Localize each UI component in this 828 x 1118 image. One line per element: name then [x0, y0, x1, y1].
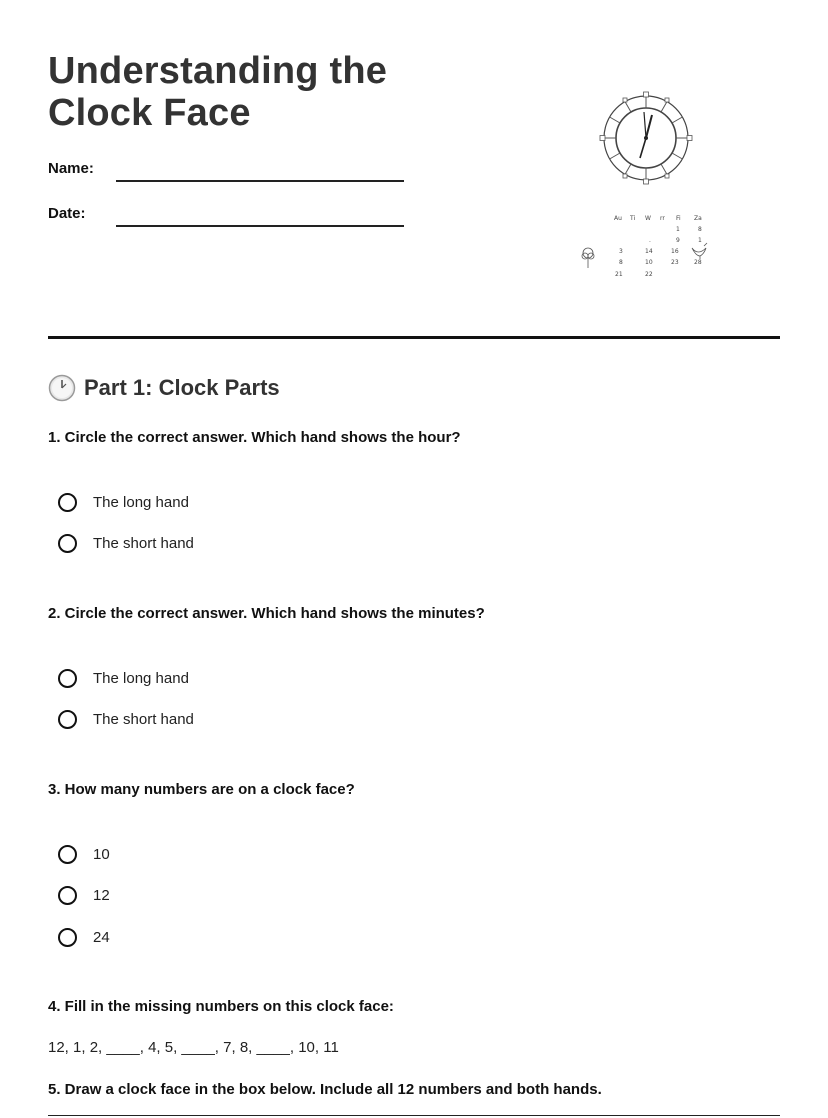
drawing-box-top-edge[interactable] — [48, 1115, 780, 1116]
date-line[interactable] — [116, 225, 404, 227]
option-label: 24 — [93, 929, 110, 946]
option-label: 12 — [93, 887, 110, 904]
option-label: The long hand — [93, 670, 189, 687]
q2-option-long-hand[interactable] — [58, 669, 189, 688]
q1-option-short-hand[interactable] — [58, 534, 194, 553]
title-line-1: Understanding the — [48, 50, 388, 92]
calendar-date: 9 — [676, 237, 680, 244]
clock-illustration-icon — [598, 90, 694, 186]
question-5: 5. Draw a clock face in the box below. Include all 12 numbers and both hands. — [48, 1081, 602, 1098]
option-label: The short hand — [93, 535, 194, 552]
option-label: The short hand — [93, 711, 194, 728]
calendar-date: . — [649, 237, 651, 244]
q3-option-10[interactable] — [58, 845, 110, 864]
calendar-day: Au — [614, 215, 622, 222]
title-line-2: Clock Face — [48, 92, 251, 134]
bird-doodle-icon — [692, 243, 707, 259]
q3-option-12[interactable] — [58, 886, 110, 905]
radio-circle[interactable] — [58, 886, 77, 905]
tree-doodle-icon — [582, 248, 594, 268]
radio-circle[interactable] — [58, 534, 77, 553]
question-4: 4. Fill in the missing numbers on this clock face: — [48, 998, 394, 1015]
q3-option-24[interactable] — [58, 928, 110, 947]
question-1: 1. Circle the correct answer. Which hand shows the hour? — [48, 429, 461, 446]
radio-circle[interactable] — [58, 710, 77, 729]
missing-numbers-sequence[interactable]: 12, 1, 2, ____, 4, 5, ____, 7, 8, ____, 10, 11 — [48, 1039, 339, 1056]
worksheet-title — [48, 50, 387, 134]
part-1-heading — [48, 374, 280, 402]
radio-circle[interactable] — [58, 845, 77, 864]
q2-option-short-hand[interactable] — [58, 710, 194, 729]
question-2: 2. Circle the correct answer. Which hand shows the minutes? — [48, 605, 485, 622]
calendar-date: 1 — [676, 226, 680, 233]
calendar-date: 22 — [645, 271, 653, 278]
calendar-illustration — [578, 212, 718, 284]
calendar-date: 1 — [698, 237, 702, 244]
calendar-day: Fi — [676, 215, 681, 222]
calendar-day: W — [645, 215, 651, 222]
calendar-day: rr — [660, 215, 665, 222]
question-3: 3. How many numbers are on a clock face? — [48, 781, 355, 798]
calendar-weekday-row — [614, 215, 702, 222]
radio-circle[interactable] — [58, 493, 77, 512]
calendar-date: 23 — [671, 259, 679, 266]
calendar-date: 16 — [671, 248, 679, 255]
calendar-date: 21 — [615, 271, 623, 278]
date-label: Date: — [48, 205, 86, 222]
calendar-date: 14 — [645, 248, 653, 255]
name-label: Name: — [48, 160, 94, 177]
calendar-dates — [615, 226, 702, 278]
radio-circle[interactable] — [58, 928, 77, 947]
calendar-day: Ti — [630, 215, 636, 222]
calendar-date: 8 — [698, 226, 702, 233]
option-label: The long hand — [93, 494, 189, 511]
calendar-date: 8 — [619, 259, 623, 266]
clock-icon — [48, 374, 76, 402]
option-label: 10 — [93, 846, 110, 863]
calendar-day: Za — [694, 215, 702, 222]
q1-option-long-hand[interactable] — [58, 493, 189, 512]
calendar-date: 10 — [645, 259, 653, 266]
name-line[interactable] — [116, 180, 404, 182]
radio-circle[interactable] — [58, 669, 77, 688]
header-divider — [48, 336, 780, 339]
part-1-title: Part 1: Clock Parts — [84, 375, 280, 400]
calendar-date: 3 — [619, 248, 623, 255]
calendar-date: 28 — [694, 259, 702, 266]
